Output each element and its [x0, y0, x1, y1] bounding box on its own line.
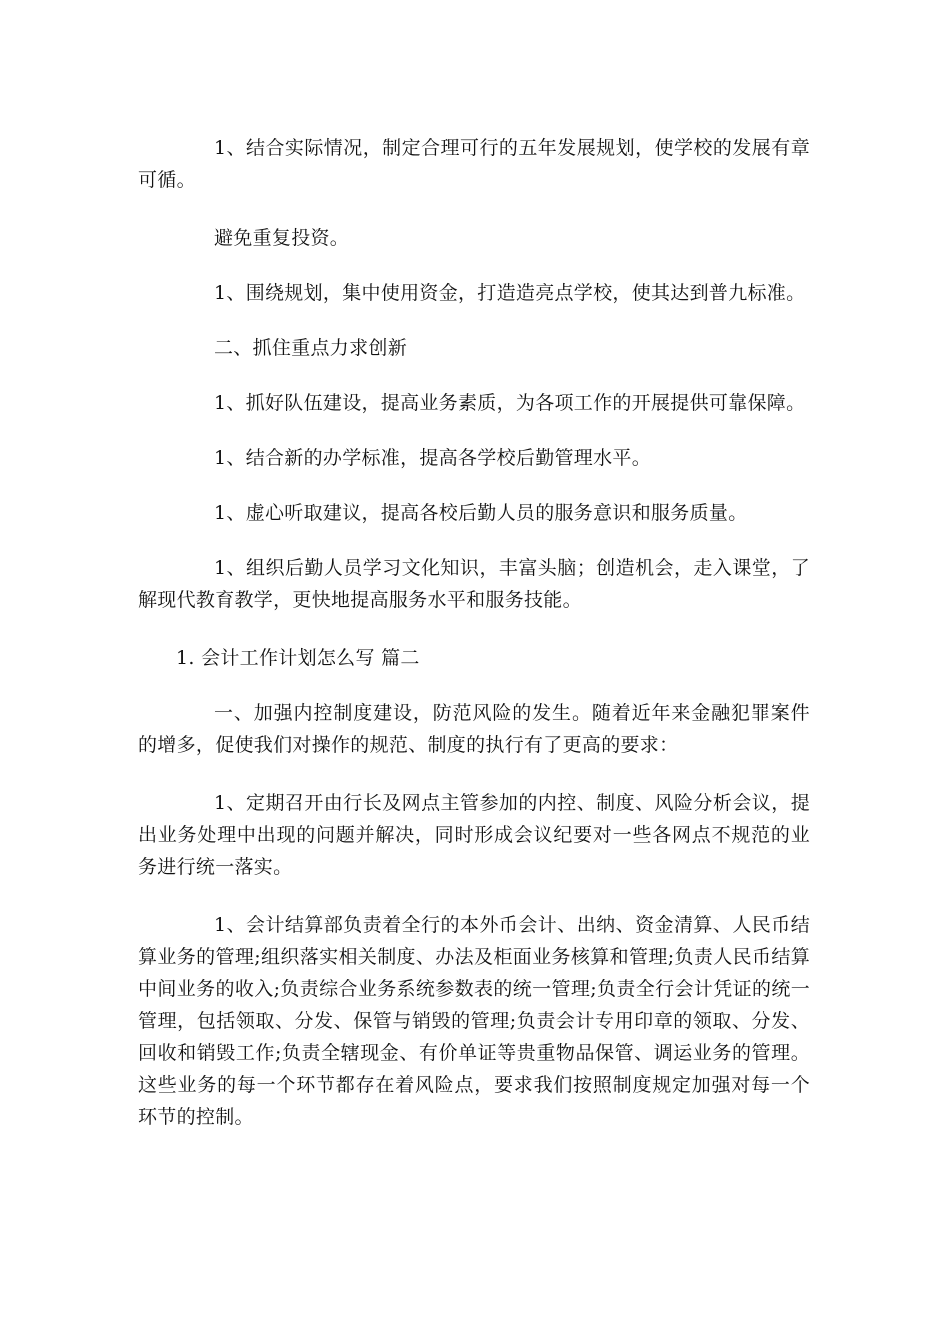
paragraph-focus-funds: 1、围绕规划，集中使用资金，打造造亮点学校，使其达到普九标准。 — [214, 282, 806, 304]
paragraph-five-year-plan: 1、结合实际情况，制定合理可行的五年发展规划，使学校的发展有章可循。 — [138, 137, 810, 191]
paragraph-avoid-duplicate-investment: 避免重复投资。 — [214, 227, 350, 249]
section-title-accounting-plan: 1. 会计工作计划怎么写 篇二 — [176, 647, 420, 669]
paragraph-regular-meetings: 1、定期召开由行长及网点主管参加的内控、制度、风险分析会议，提出业务处理中出现的问题并解决，同时形成会议纪要对一些各网点不规范的业务进行统一落实。 — [138, 792, 810, 878]
paragraph-accounting-settlement: 1、会计结算部负责着全行的本外币会计、出纳、资金清算、人民币结算业务的管理;组织落实相关制度、办法及柜面业务核算和管理;负责人民币结算中间业务的收入;负责综合业务系统参数表的统一管理;负责全行会计凭证的统一管理，包括领取、分发、保管与销毁的管理;负责会计专用印章的领取、分发、回收和销毁工作;负责全辖现金、有价单证等贵重物品保管、调运业务的管理。这些业务的每一个环节都存在着风险点，要求我们按照制度规定加强对每一个环节的控制。 — [138, 914, 810, 1128]
paragraph-service-awareness: 1、虚心听取建议，提高各校后勤人员的服务意识和服务质量。 — [214, 502, 748, 524]
paragraph-logistics-management: 1、结合新的办学标准，提高各学校后勤管理水平。 — [214, 447, 651, 469]
paragraph-internal-control: 一、加强内控制度建设，防范风险的发生。随着近年来金融犯罪案件的增多，促使我们对操作的规范、制度的执行有了更高的要求： — [138, 702, 810, 756]
paragraph-staff-learning: 1、组织后勤人员学习文化知识，丰富头脑；创造机会，走入课堂，了解现代教育教学，更快地提高服务水平和服务技能。 — [138, 557, 810, 611]
section-heading-innovation: 二、抓住重点力求创新 — [214, 337, 408, 359]
paragraph-team-building: 1、抓好队伍建设，提高业务素质，为各项工作的开展提供可靠保障。 — [214, 392, 806, 414]
